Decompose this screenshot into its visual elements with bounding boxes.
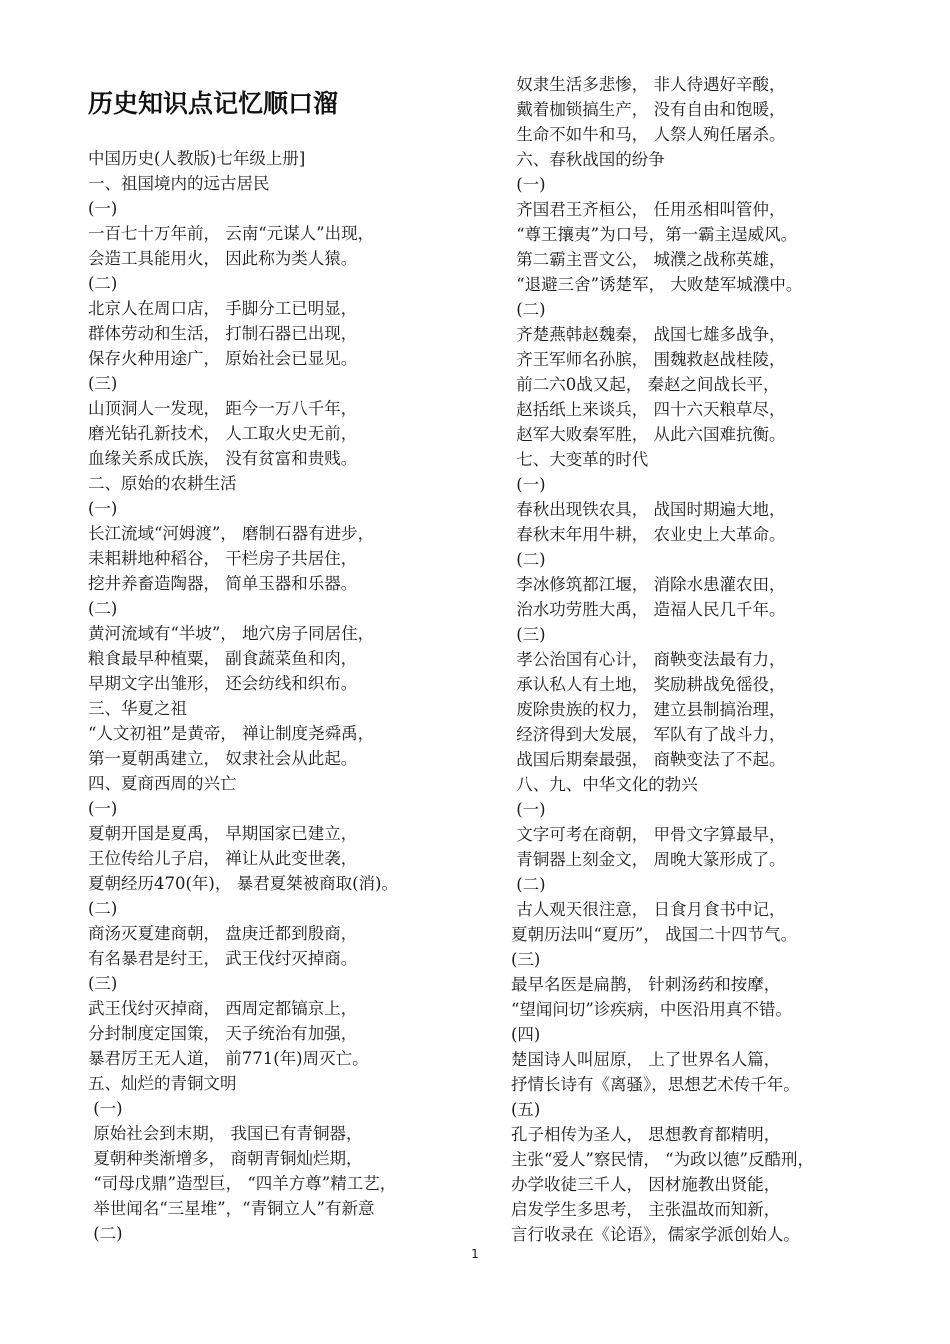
text-line: 文字可考在商朝， 甲骨文字算最早， bbox=[511, 825, 786, 844]
text-line: 分封制度定国策， 天子统治有加强， bbox=[88, 1024, 358, 1043]
text-line: “司母戊鼎”造型巨， “四羊方尊”精工艺， bbox=[88, 1174, 397, 1193]
text-line: 武王伐纣灭掉商， 西周定都镐京上， bbox=[88, 999, 358, 1018]
text-line: 最早名医是扁鹊， 针刺汤药和按摩， bbox=[511, 975, 781, 994]
text-line: “望闻问切”诊疾病，中医沿用真不错。 bbox=[511, 1000, 792, 1019]
text-line: 治水功劳胜大禹， 造福人民几千年。 bbox=[511, 600, 786, 619]
text-line: 赵括纸上来谈兵， 四十六天粮草尽， bbox=[511, 400, 786, 419]
text-line: 群体劳动和生活， 打制石器已出现， bbox=[88, 324, 358, 343]
text-line: 黄河流域有“半坡”， 地穴房子同居住， bbox=[88, 624, 375, 643]
text-line: 七、大变革的时代 bbox=[511, 450, 649, 469]
text-line: 一百七十万年前， 云南“元谋人”出现， bbox=[88, 224, 375, 243]
text-line: 有名暴君是纣王， 武王伐纣灭掉商。 bbox=[88, 949, 358, 968]
text-line: 磨光钻孔新技术， 人工取火史无前， bbox=[88, 424, 358, 443]
text-line: (三) bbox=[511, 625, 546, 644]
text-line: 承认私人有土地， 奖励耕战免徭役， bbox=[511, 675, 786, 694]
text-line: 抒情长诗有《离骚》，思想艺术传千年。 bbox=[511, 1075, 800, 1094]
text-line: 李冰修筑都江堰， 消除水患灌农田， bbox=[511, 575, 786, 594]
text-line: (一) bbox=[511, 800, 546, 819]
text-line: (二) bbox=[88, 899, 118, 918]
text-line: 商汤灭夏建商朝， 盘庚迁都到殷商， bbox=[88, 924, 358, 943]
text-line: 战国后期秦最强， 商鞅变法了不起。 bbox=[511, 750, 786, 769]
document-title: 历史知识点记忆顺口溜 bbox=[88, 89, 339, 118]
text-line: 经济得到大发展， 军队有了战斗力， bbox=[511, 725, 786, 744]
text-line: 春秋末年用牛耕， 农业史上大革命。 bbox=[511, 525, 786, 544]
text-line: 北京人在周口店， 手脚分工已明显， bbox=[88, 299, 358, 318]
text-line: 五、灿烂的青铜文明 bbox=[88, 1074, 237, 1093]
text-line: 会造工具能用火， 因此称为类人猿。 bbox=[88, 249, 358, 268]
text-line: (一) bbox=[511, 475, 546, 494]
text-line: 血缘关系成氏族， 没有贫富和贵贱。 bbox=[88, 449, 358, 468]
right-column bbox=[511, 72, 911, 1247]
text-line: (五) bbox=[511, 1100, 541, 1119]
text-line: 王位传给儿子启， 禅让从此变世袭， bbox=[88, 849, 358, 868]
text-line: 夏朝经历470(年)， 暴君夏桀被商取(消)。 bbox=[88, 874, 398, 893]
text-line: (三) bbox=[88, 374, 118, 393]
text-line: 古人观天很注意， 日食月食书中记， bbox=[511, 900, 786, 919]
text-line: 三、华夏之祖 bbox=[88, 699, 187, 718]
text-line: 四、夏商西周的兴亡 bbox=[88, 774, 237, 793]
text-line: 孝公治国有心计， 商鞅变法最有力， bbox=[511, 650, 786, 669]
text-line: 二、原始的农耕生活 bbox=[88, 474, 237, 493]
text-line: 暴君厉王无人道， 前771(年)周灭亡。 bbox=[88, 1049, 369, 1068]
text-line: 赵军大败秦军胜， 从此六国难抗衡。 bbox=[511, 425, 786, 444]
text-line: 楚国诗人叫屈原， 上了世界名人篇， bbox=[511, 1050, 781, 1069]
text-line: “尊王攘夷”为口号，第一霸主逞威风。 bbox=[511, 225, 798, 244]
text-line: (二) bbox=[511, 550, 546, 569]
text-line: 生命不如牛和马， 人祭人殉任屠杀。 bbox=[511, 125, 786, 144]
text-line: 夏朝历法叫“夏历”， 战国二十四节气。 bbox=[511, 925, 798, 944]
text-line: 第一夏朝禹建立， 奴隶社会从此起。 bbox=[88, 749, 358, 768]
text-line: (一) bbox=[88, 799, 118, 818]
text-line: 齐王军师名孙膑， 围魏救赵战桂陵， bbox=[511, 350, 786, 369]
text-line: (三) bbox=[88, 974, 118, 993]
text-line: (一) bbox=[88, 199, 118, 218]
text-line: 奴隶生活多悲惨， 非人待遇好辛酸， bbox=[511, 75, 786, 94]
text-line: (一) bbox=[511, 175, 546, 194]
text-line: “人文初祖”是黄帝， 禅让制度尧舜禹， bbox=[88, 724, 375, 743]
text-line: 六、春秋战国的纷争 bbox=[511, 150, 665, 169]
text-line: (四) bbox=[511, 1025, 541, 1044]
text-line: 启发学生多思考， 主张温故而知新， bbox=[511, 1200, 781, 1219]
text-line: (二) bbox=[88, 599, 118, 618]
text-line: 早期文字出雏形， 还会纺线和织布。 bbox=[88, 674, 358, 693]
text-line: 挖井养畜造陶器， 简单玉器和乐器。 bbox=[88, 574, 358, 593]
text-line: 长江流域“河姆渡”， 磨制石器有进步， bbox=[88, 524, 375, 543]
text-line: 耒耜耕地种稻谷， 干栏房子共居住， bbox=[88, 549, 358, 568]
left-column bbox=[88, 146, 488, 1246]
text-line: 一、祖国境内的远古居民 bbox=[88, 174, 270, 193]
text-line: “退避三舍”诱楚军， 大败楚军城濮中。 bbox=[511, 275, 803, 294]
text-line: 春秋出现铁农具， 战国时期遍大地， bbox=[511, 500, 786, 519]
text-line: 戴着枷锁搞生产， 没有自由和饱暖， bbox=[511, 100, 786, 119]
text-line: 齐楚燕韩赵魏秦， 战国七雄多战争， bbox=[511, 325, 786, 344]
text-line: 夏朝开国是夏禹， 早期国家已建立， bbox=[88, 824, 358, 843]
text-line: 前二六0战又起， 秦赵之间战长平， bbox=[511, 375, 780, 394]
text-line: 青铜器上刻金文， 周晚大篆形成了。 bbox=[511, 850, 786, 869]
text-line: 主张“爱人”察民情， “为政以德”反酷刑， bbox=[511, 1150, 814, 1169]
text-line: 废除贵族的权力， 建立县制搞治理， bbox=[511, 700, 786, 719]
text-line: 原始社会到末期， 我国已有青铜器， bbox=[88, 1124, 363, 1143]
text-line: 齐国君王齐桓公， 任用丞相叫管仲， bbox=[511, 200, 786, 219]
text-line: (三) bbox=[511, 950, 541, 969]
text-line: (一) bbox=[88, 1099, 123, 1118]
text-line: 孔子相传为圣人， 思想教育都精明， bbox=[511, 1125, 781, 1144]
text-line: 中国历史(人教版)七年级上册] bbox=[88, 149, 306, 168]
text-line: 言行收录在《论语》，儒家学派创始人。 bbox=[511, 1225, 800, 1244]
text-line: 保存火种用途广， 原始社会已显见。 bbox=[88, 349, 358, 368]
text-line: 夏朝种类渐增多， 商朝青铜灿烂期， bbox=[88, 1149, 363, 1168]
text-line: (二) bbox=[88, 1224, 123, 1243]
text-line: (二) bbox=[511, 875, 546, 894]
text-line: (二) bbox=[511, 300, 546, 319]
text-line: 八、九、中华文化的勃兴 bbox=[511, 775, 698, 794]
text-line: (二) bbox=[88, 274, 118, 293]
text-line: 粮食最早种植粟， 副食蔬菜鱼和肉， bbox=[88, 649, 358, 668]
text-line: 山顶洞人一发现， 距今一万八千年， bbox=[88, 399, 358, 418]
text-line: 第二霸主晋文公， 城濮之战称英雄， bbox=[511, 250, 786, 269]
text-line: 举世闻名“三星堆”，“青铜立人”有新意 bbox=[88, 1199, 375, 1218]
page-number: 1 bbox=[471, 1247, 479, 1261]
text-line: 办学收徒三千人， 因材施教出贤能， bbox=[511, 1175, 781, 1194]
text-line: (一) bbox=[88, 499, 118, 518]
